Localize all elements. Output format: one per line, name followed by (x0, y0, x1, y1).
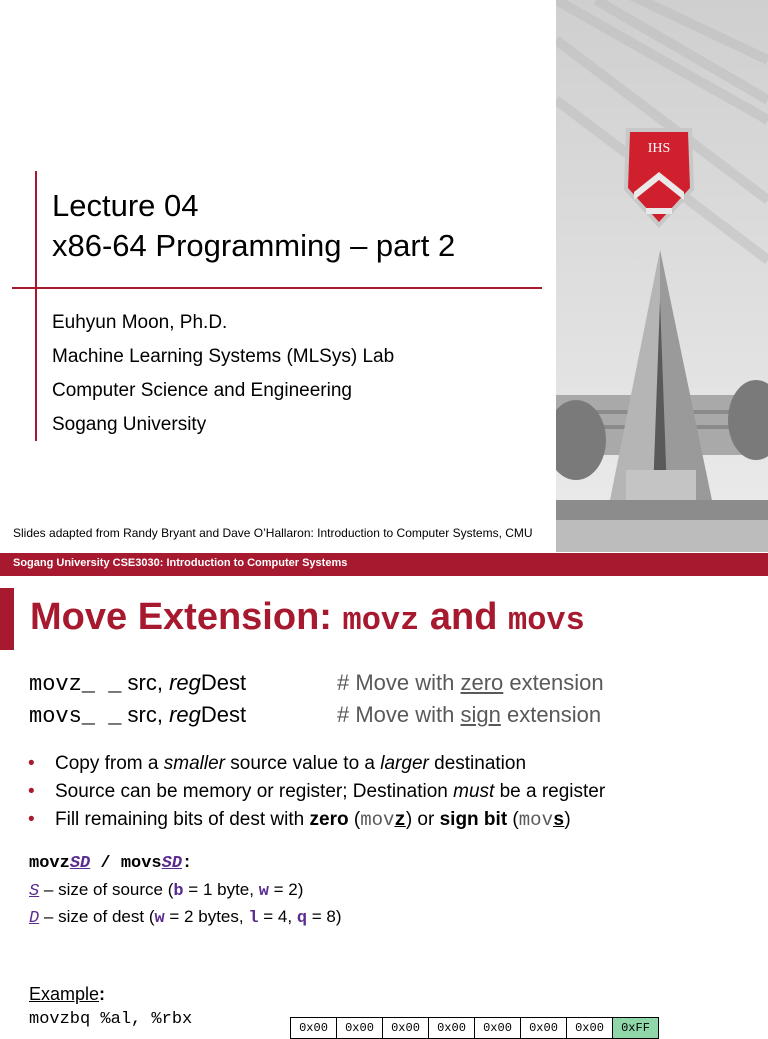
dest-size-line: D – size of dest (w = 2 bytes, l = 4, q = 8) (29, 907, 342, 928)
byte-cell-highlighted: 0xFF (613, 1018, 658, 1038)
byte-cell: 0x00 (429, 1018, 475, 1038)
source-size-line: S – size of source (b = 1 byte, w = 2) (29, 880, 304, 901)
byte-cell: 0x00 (383, 1018, 429, 1038)
slide-title: Move Extension: movz and movs (30, 596, 585, 639)
bullet-item: • Source can be memory or register; Destination must be a register (28, 781, 606, 802)
author-name: Euhyun Moon, Ph.D. (52, 312, 228, 333)
footer-text: Sogang University CSE3030: Introduction to Computer Systems (13, 557, 348, 569)
example-code: movzbq %al, %rbx (29, 1010, 193, 1029)
lab-name: Machine Learning Systems (MLSys) Lab (52, 346, 395, 367)
movz-syntax-line: movz_ _ src, regDest # Move with zero extension (29, 670, 604, 697)
title-accent-bar (0, 588, 14, 650)
accent-vertical-line (35, 171, 37, 441)
example-label: Example: (29, 984, 106, 1004)
credit-line: Slides adapted from Randy Bryant and Dave O’Hallaron: Introduction to Computer Systems, CMU (13, 526, 533, 540)
byte-cell: 0x00 (521, 1018, 567, 1038)
byte-cell: 0x00 (475, 1018, 521, 1038)
campus-photo (556, 0, 768, 552)
suffix-header: movzSD / movsSD: (29, 854, 193, 873)
register-bytes (290, 1017, 659, 1039)
movs-comment: # Move with sign extension (337, 702, 602, 727)
bullet-list (28, 750, 605, 834)
title-line-2: x86-64 Programming – part 2 (52, 228, 456, 263)
move-extension-slide (0, 576, 768, 1035)
bullet-item: • Copy from a smaller source value to a larger destination (28, 753, 527, 774)
lecture-title (52, 186, 455, 266)
byte-cell: 0x00 (337, 1018, 383, 1038)
university-name: Sogang University (52, 414, 207, 435)
svg-text:IHS: IHS (647, 141, 671, 156)
movz-comment: # Move with zero extension (337, 670, 604, 695)
department-name: Computer Science and Engineering (52, 380, 352, 401)
accent-horizontal-line (12, 287, 542, 289)
title-line-1: Lecture 04 (52, 188, 199, 223)
movs-syntax-line: movs_ _ src, regDest # Move with sign extension (29, 702, 602, 729)
byte-cell: 0x00 (291, 1018, 337, 1038)
author-block (52, 306, 394, 442)
bullet-item: • Fill remaining bits of dest with zero (movz) or sign bit (movs) (28, 809, 571, 831)
byte-cell: 0x00 (567, 1018, 613, 1038)
footer-bar (0, 553, 768, 576)
